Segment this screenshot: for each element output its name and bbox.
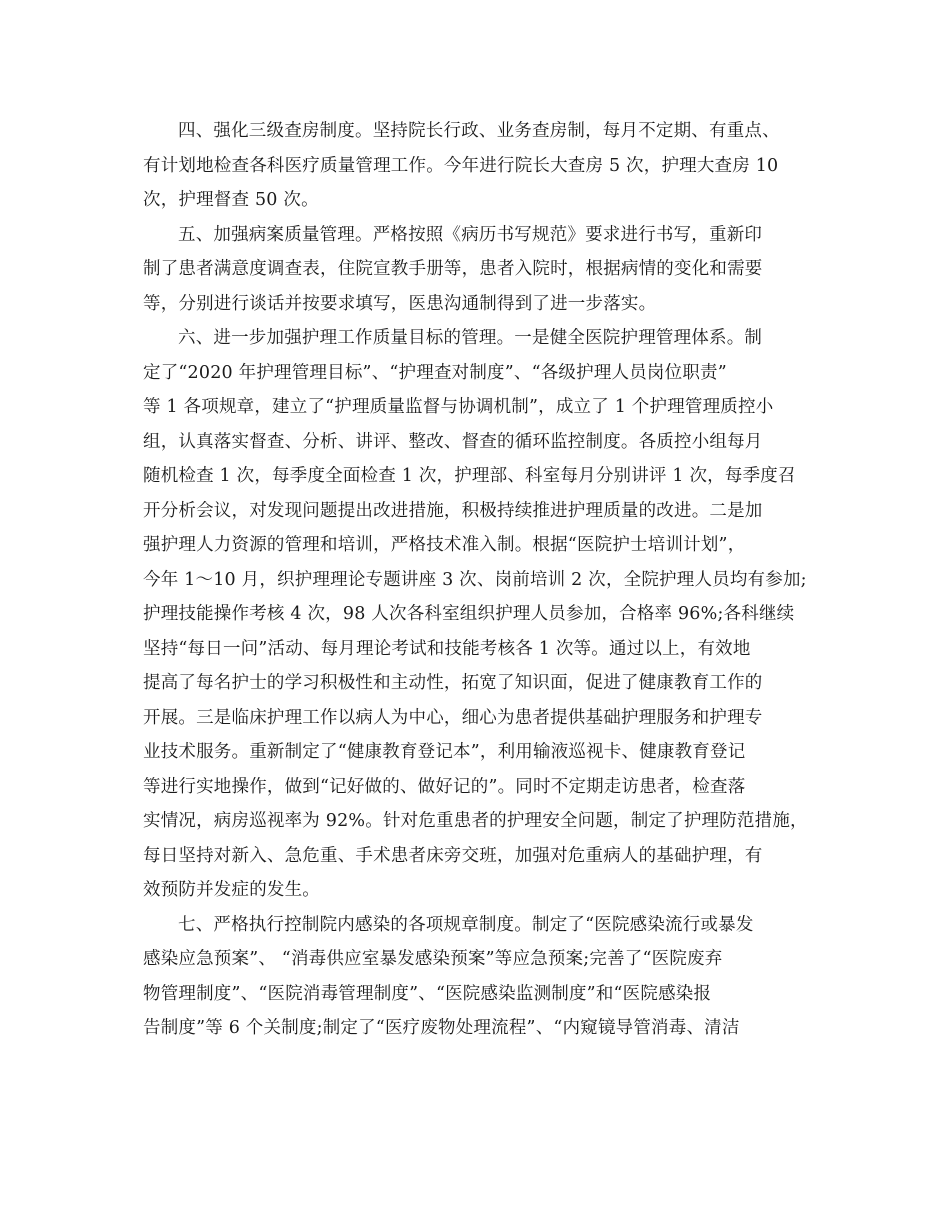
document-body bbox=[143, 114, 823, 1046]
text-line: 业技术服务。重新制定了“健康教育登记本”，利用输液巡视卡、健康教育登记 bbox=[143, 742, 746, 762]
text-line: 等 1 各项规章，建立了“护理质量监督与协调机制”，成立了 1 个护理管理质控小 bbox=[143, 397, 774, 417]
text-line: 六、进一步加强护理工作质量目标的管理。一是健全医院护理管理体系。制 bbox=[178, 328, 763, 348]
text-line: 四、强化三级查房制度。坚持院长行政、业务查房制，每月不定期、有重点、 bbox=[178, 121, 780, 141]
paragraph-section-4 bbox=[143, 114, 823, 218]
text-line: 物管理制度”、“医院消毒管理制度”、“医院感染监测制度”和“医院感染报 bbox=[143, 983, 712, 1004]
text-line: 等进行实地操作，做到“记好做的、做好记的”。同时不定期走访患者，检查落 bbox=[143, 776, 746, 797]
text-line: 定了“2020 年护理管理目标”、“护理查对制度”、“各级护理人员岗位职责” bbox=[143, 362, 727, 383]
text-line: 七、严格执行控制院内感染的各项规章制度。制定了“医院感染流行或暴发 bbox=[178, 914, 754, 935]
text-line: 组，认真落实督查、分析、讲评、整改、督查的循环监控制度。各质控小组每月 bbox=[143, 431, 763, 452]
paragraph-section-7 bbox=[143, 908, 823, 1046]
text-line: 效预防并发症的发生。 bbox=[143, 880, 320, 900]
text-line: 感染应急预案”、 “消毒供应室暴发感染预案”等应急预案;完善了“医院废弃 bbox=[143, 949, 723, 969]
text-line: 护理技能操作考核 4 次，98 人次各科室组织护理人员参加，合格率 96%;各科继续 bbox=[143, 604, 795, 624]
text-line: 告制度”等 6 个关制度;制定了“医疗废物处理流程”、“内窥镜导管消毒、清洁 bbox=[143, 1018, 740, 1038]
text-line: 实情况，病房巡视率为 92%。针对危重患者的护理安全问题，制定了护理防范措施， bbox=[143, 811, 808, 831]
text-line: 每日坚持对新入、急危重、手术患者床旁交班，加强对危重病人的基础护理，有 bbox=[143, 845, 763, 866]
text-line: 强护理人力资源的管理和培训，严格技术准入制。根据“医院护士培训计划”， bbox=[143, 535, 746, 555]
text-line: 开分析会议，对发现问题提出改进措施，积极持续推进护理质量的改进。二是加 bbox=[143, 500, 763, 521]
text-line: 制了患者满意度调查表，住院宣教手册等，患者入院时，根据病情的变化和需要 bbox=[143, 259, 763, 279]
text-line: 提高了每名护士的学习积极性和主动性，拓宽了知识面，促进了健康教育工作的 bbox=[143, 673, 763, 693]
text-line: 有计划地检查各科医疗质量管理工作。今年进行院长大查房 5 次，护理大查房 10 bbox=[143, 155, 779, 176]
text-line: 随机检查 1 次，每季度全面检查 1 次，护理部、科室每月分别讲评 1 次，每季度召 bbox=[143, 466, 796, 486]
text-line: 等，分别进行谈话并按要求填写，医患沟通制得到了进一步落实。 bbox=[143, 293, 657, 314]
text-line: 开展。三是临床护理工作以病人为中心，细心为患者提供基础护理服务和护理专 bbox=[143, 707, 763, 728]
text-line: 今年 1～10 月，织护理理论专题讲座 3 次、岗前培训 2 次，全院护理人员均有参加; bbox=[143, 569, 807, 590]
paragraph-section-5 bbox=[143, 218, 823, 322]
text-line: 五、加强病案质量管理。严格按照《病历书写规范》要求进行书写，重新印 bbox=[178, 224, 763, 245]
text-line: 次，护理督查 50 次。 bbox=[143, 190, 319, 210]
text-line: 坚持“每日一问”活动、每月理论考试和技能考核各 1 次等。通过以上，有效地 bbox=[143, 638, 751, 659]
paragraph-section-6 bbox=[143, 321, 823, 908]
